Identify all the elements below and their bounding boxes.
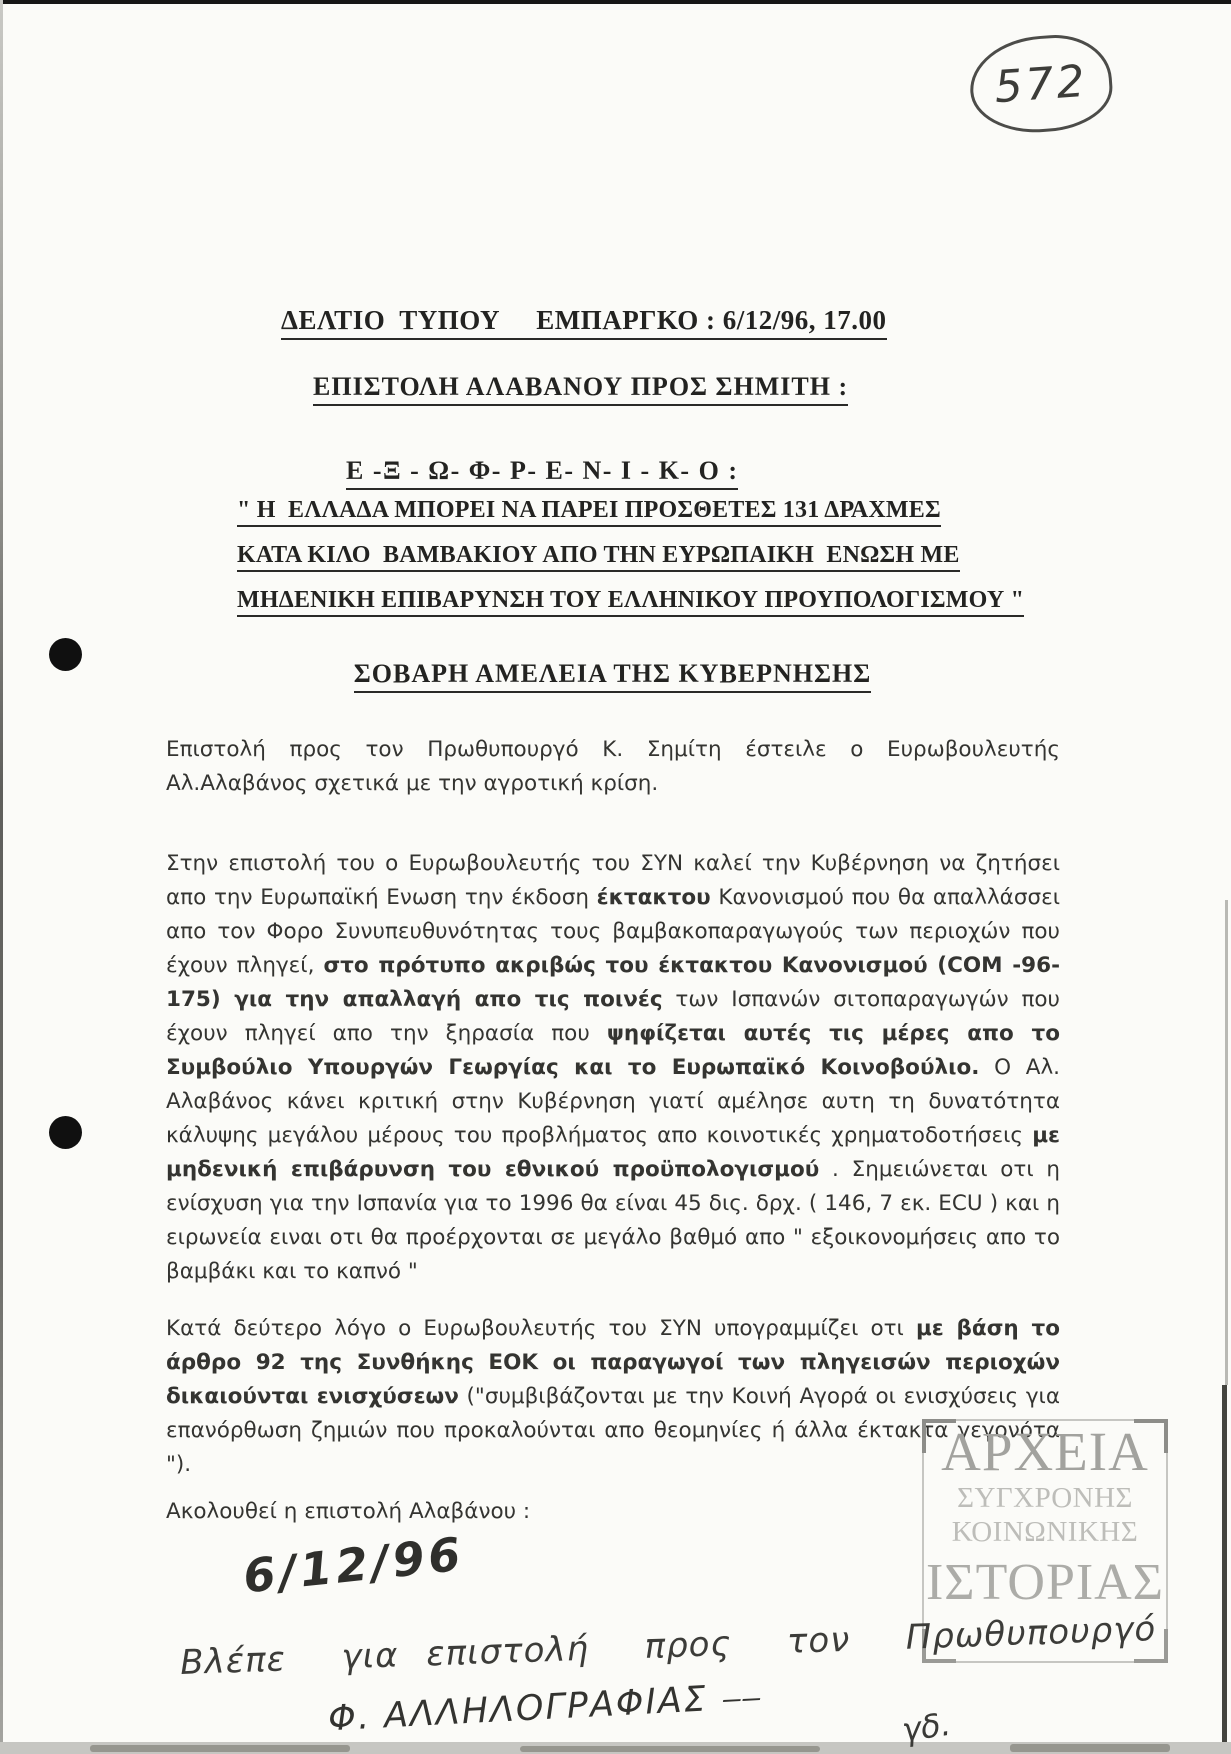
paragraph: Επιστολή προς τον Πρωθυπουργό Κ. Σημίτη έστειλε ο Ευρωβουλευτής Αλ.Αλαβάνος σχετικά με την αγροτική κρίση.	[166, 737, 1060, 796]
stamp-line-archives: ΑΡΧΕΙΑ	[941, 1421, 1149, 1482]
paragraph: Κατά δεύτερο λόγο ο Ευρωβουλευτής του ΣΥΝ υπογραμμίζει οτι με βάση το άρθρο 92 της Συνθήκης ΕΟΚ οι παραγωγοί των πληγεισών περιοχών δικαιούνται ενισχύσεων ("συμβιβάζονται με την Κοινή Αγορά οι ενισχύσεις για επανόρθωση ζημιών που προκαλούνται απο θεομηνίες ή άλλα έκτακτα γεγονότα ").	[166, 1316, 1061, 1477]
scan-smudge	[520, 1746, 820, 1752]
quote-headline-line: ΚΑΤΑ ΚΙΛΟ ΒΑΜΒΑΚΙΟΥ ΑΠΟ ΤΗΝ ΕΥΡΩΠΑΙΚΗ ΕΝΩΣΗ ΜΕ	[237, 534, 1024, 577]
scan-shadow-top	[0, 4, 1231, 17]
scan-edge-left	[0, 0, 3, 1754]
paragraph: Ακολουθεί η επιστολή Αλαβάνου :	[166, 1499, 531, 1524]
handwritten-date: 6/12/96	[240, 1526, 467, 1604]
circled-page-number	[967, 31, 1115, 137]
stamp-corner-bracket	[1134, 1419, 1168, 1453]
scan-edge-right-faint	[1225, 900, 1228, 1385]
stamp-line-social: ΚΟΙΝΩΝΙΚΗΣ	[951, 1516, 1139, 1548]
quote-headline-line: " Η ΕΛΛΑΔΑ ΜΠΟΡΕΙ ΝΑ ΠΑΡΕΙ ΠΡΟΣΘΕΤΕΣ 131 ΔΡΑΧΜΕΣ	[237, 489, 1024, 532]
quote-headline	[237, 489, 1024, 624]
scan-edge-right	[1222, 1385, 1227, 1754]
hole-punch-dot	[49, 638, 82, 671]
scan-smudge	[1010, 1744, 1170, 1752]
spelled-word-heading	[330, 426, 738, 486]
recipient-heading	[298, 342, 848, 402]
quote-headline-line: ΜΗΔΕΝΙΚΗ ΕΠΙΒΑΡΥΝΣΗ ΤΟΥ ΕΛΛΗΝΙΚΟΥ ΠΡΟΥΠΟΛΟΓΙΣΜΟΥ "	[237, 579, 1024, 622]
stamp-line-history: ΙΣΤΟΡΙΑΣ	[925, 1554, 1164, 1611]
page-number-text: 572	[992, 55, 1090, 113]
section-heading-text: ΣΟΒΑΡΗ ΑΜΕΛΕΙΑ ΤΗΣ ΚΥΒΕΡΝΗΣΗΣ	[354, 659, 872, 693]
spelled-word-text: Ε -Ξ - Ω- Φ- Ρ- Ε- Ν- Ι - Κ- Ο :	[346, 456, 738, 490]
handwritten-initials: γδ.	[899, 1704, 954, 1750]
handwritten-note: Βλέπε για επιστολή προς τον Πρωθυπουργό	[179, 1608, 1157, 1684]
hole-punch-dot	[49, 1116, 82, 1149]
document-title	[268, 274, 887, 336]
document-title-text: ΔΕΛΤΙΟ ΤΥΠΟΥ ΕΜΠΑΡΓΚΟ : 6/12/96, 17.00	[281, 305, 887, 340]
recipient-heading-text: ΕΠΙΣΤΟΛΗ ΑΛΑΒΑΝΟΥ ΠΡΟΣ ΣΗΜΙΤΗ :	[313, 372, 848, 406]
handwritten-filing-note: Φ. ΑΛΛΗΛΟΓΡΑΦΙΑΣ ⎯⎯	[327, 1676, 761, 1740]
scan-smudge	[90, 1745, 350, 1752]
stamp-corner-bracket	[922, 1419, 956, 1453]
stamp-line-contemporary: ΣΥΓΧΡΟΝΗΣ	[957, 1482, 1133, 1514]
section-heading	[166, 659, 1059, 689]
paragraph: Στην επιστολή του ο Ευρωβουλευτής του ΣΥΝ καλεί την Κυβέρνηση να ζητήσει απο την Ευρωπαϊκή Ενωση την έκδοση έκτακτου Κανονισμού που θα απαλλάσσει απο τον Φορο Συνυπευθυνότητας τους βαμβακοπαραγωγούς των περιοχών που έχουν πληγεί, στο πρότυπο ακριβώς του έκτακτου Κανονισμού (COM -96-175) για την απαλλαγή απο τις ποινές των Ισπανών σιτοπαραγωγών που έχουν πληγεί απο την ξηρασία που ψηφίζεται αυτές τις μέρες απο το Συμβούλιο Υπουργών Γεωργίας και το Ευρωπαϊκό Κοινοβούλιο. Ο Αλ. Αλαβάνος κάνει κριτική στην Κυβέρνηση γιατί αμέλησε αυτη τη δυνατότητα κάλυψης μεγάλου μέρους του προβλήματος απο κοινοτικές χρηματοδοτήσεις με μηδενική επιβάρυνση του εθνικού προϋπολογισμού . Σημειώνεται οτι η ενίσχυση για την Ισπανία για το 1996 θα είναι 45 δις. δρχ. ( 146, 7 εκ. ECU ) και η ειρωνεία ειναι οτι θα προέρχονται σε μεγάλο βαθμό απο " εξοικονομήσεις απο το βαμβάκι και το καπνό "	[166, 851, 1061, 1284]
